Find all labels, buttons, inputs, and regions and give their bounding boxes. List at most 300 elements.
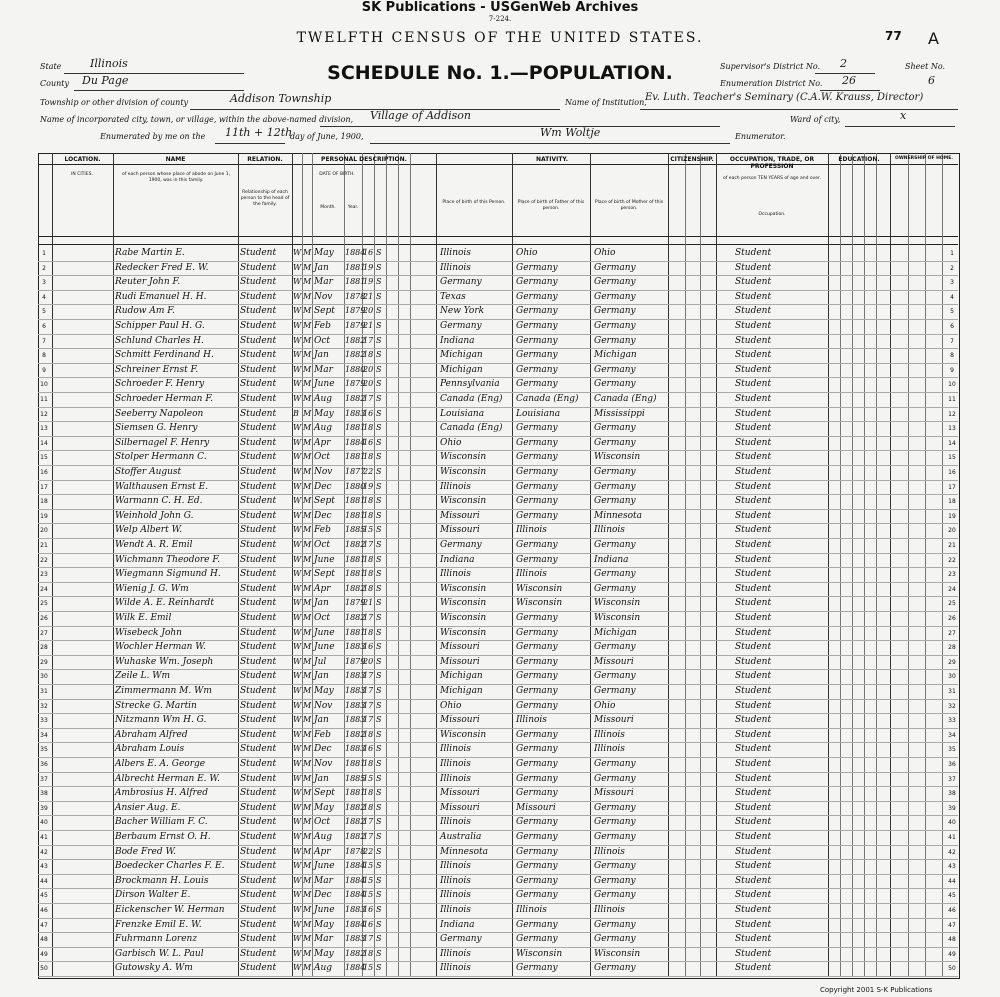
cell-occ: Student [735,934,772,945]
cell-s: M [303,744,312,754]
cell-name: Bode Fred W. [115,846,177,857]
cell-m: S [376,569,382,579]
cell-age: 17 [363,613,374,622]
cell-name: Wuhaske Wm. Joseph [115,656,214,667]
cell-name: Reuter John F. [115,277,181,288]
line-number: 1 [950,250,954,257]
cell-mb: Illinois [594,905,625,915]
institution-label: Name of Institution, [565,98,647,107]
state-label: State [40,62,62,71]
cell-c: W [293,467,302,476]
cell-rel: Student [240,817,277,828]
cell-m: S [376,350,382,360]
cell-c: W [293,613,302,622]
cell-age: 18 [363,948,374,958]
cell-occ: Student [735,671,772,682]
cell-s: M [303,613,312,622]
cell-pb: Illinois [440,569,471,580]
cell-fb: Germany [516,321,558,331]
cell-name: Gutowsky A. Wm [115,963,193,974]
cell-pb: Missouri [440,525,480,536]
cell-name: Abraham Louis [115,744,185,755]
cell-pb: Ohio [440,700,462,711]
cell-mb: Germany [594,467,636,477]
cell-m: S [376,788,382,798]
cell-name: Schmitt Ferdinand H. [115,350,214,361]
county-label: County [40,79,69,88]
cell-mb: Germany [594,277,636,288]
cell-fb: Germany [516,335,558,346]
line-number: 28 [40,644,48,652]
cell-occ: Student [735,540,772,550]
line-number: 29 [40,658,48,666]
cell-occ: Student [735,277,772,288]
cell-name: Bacher William F. C. [115,817,208,828]
cell-mb: Germany [594,861,636,872]
cell-age: 17 [363,715,374,725]
table-row [38,684,958,700]
cell-rel: Student [240,905,277,915]
line-number: 13 [948,425,956,433]
cell-pb: Ohio [440,437,462,448]
cell-age: 20 [363,656,374,666]
cell-rel: Student [240,671,277,682]
cell-pb: Canada (Eng) [440,394,503,404]
cell-occ: Student [735,423,772,434]
place-father-sub: Place of birth of Father of this person. [517,200,585,211]
cell-fb: Germany [516,467,558,477]
table-row [38,611,958,627]
cell-c: W [293,861,302,871]
cell-mo: Jan [314,773,329,784]
cell-name: Albrecht Herman E. W. [115,773,220,784]
table-row [38,275,958,291]
cell-mb: Germany [594,321,636,331]
township-value: Addison Township [230,92,332,105]
cell-s: M [303,656,312,666]
cell-age: 16 [363,905,374,914]
cell-yr: 1882 [345,948,366,958]
table-row [38,845,958,861]
cell-rel: Student [240,656,277,667]
line-number: 16 [40,469,48,476]
cell-mo: Oct [314,452,331,463]
cell-mb: Germany [594,306,636,317]
occupation-header: OCCUPATION, TRADE, OR PROFESSION [729,156,815,170]
cell-name: Rabe Martin E. [115,248,185,258]
cell-m: S [376,277,382,287]
enumerated-label: Enumerated by me on the [100,132,206,141]
cell-mb: Germany [594,890,636,901]
cell-age: 18 [363,452,374,462]
cell-s: M [303,510,312,520]
line-number: 32 [948,702,956,710]
cell-mb: Illinois [594,744,625,755]
cell-m: S [376,408,382,418]
cell-occ: Student [735,759,772,769]
table-row [38,480,958,496]
cell-occ: Student [735,467,772,477]
cell-age: 18 [363,496,374,506]
cell-occ: Student [735,569,772,580]
cell-occ: Student [735,481,772,492]
table-row [38,377,958,393]
cell-occ: Student [735,598,772,609]
cell-m: S [376,802,382,812]
cell-yr: 1882 [345,817,366,827]
cell-age: 21 [363,291,374,301]
cell-m: S [376,700,382,710]
cell-mb: Germany [594,583,636,594]
cell-fb: Germany [516,423,558,434]
cell-yr: 1883 [345,744,366,754]
cell-name: Schroeder Herman F. [115,394,214,404]
cell-c: W [293,277,302,287]
cell-age: 18 [363,627,374,637]
cell-rel: Student [240,452,277,463]
cell-rel: Student [240,467,277,477]
cell-rel: Student [240,496,277,507]
cell-yr: 1879 [345,598,366,608]
cell-name: Silbernagel F. Henry [115,437,210,448]
table-row [38,947,958,963]
table-row [38,538,958,554]
cell-rel: Student [240,963,277,974]
line-number: 33 [40,717,48,725]
cell-fb: Germany [516,773,558,784]
cell-fb: Wisconsin [516,583,563,594]
cell-fb: Germany [516,963,558,974]
cell-pb: Germany [440,540,482,550]
cell-fb: Germany [516,817,558,828]
cell-mo: Dec [314,481,332,492]
cell-rel: Student [240,686,277,696]
cell-age: 16 [363,744,374,754]
cell-age: 16 [363,248,374,257]
cell-s: M [303,496,312,506]
cell-rel: Student [240,335,277,346]
table-row [38,319,958,335]
line-number: 44 [948,877,956,885]
cell-c: W [293,583,302,593]
line-number: 34 [948,731,956,739]
cell-fb: Germany [516,729,558,740]
enumerated-day: 11th + 12th [225,126,293,139]
cell-m: S [376,510,382,520]
cell-c: W [293,379,302,389]
cell-c: W [293,817,302,827]
cell-yr: 1882 [345,802,366,812]
ward-label: Ward of city, [790,115,841,124]
line-number: 11 [948,396,956,403]
cell-yr: 1884 [345,875,366,885]
cell-rel: Student [240,861,277,872]
cell-name: Seeberry Napoleon [115,408,204,419]
watermark: SK Publications - USGenWeb Archives [361,0,639,15]
cell-yr: 1881 [345,452,366,462]
township-label: Township or other division of county [40,98,189,107]
cell-yr: 1881 [345,554,366,564]
cell-age: 18 [363,423,374,433]
cell-mb: Illinois [594,729,625,740]
cell-mb: Germany [594,963,636,974]
line-number: 46 [948,907,956,914]
cell-name: Nitzmann Wm H. G. [115,715,207,726]
cell-name: Schipper Paul H. G. [115,321,205,331]
cell-name: Dirson Walter E. [115,890,191,901]
cell-m: S [376,759,382,768]
cell-yr: 1885 [345,525,366,535]
education-header: EDUCATION. [838,156,880,163]
cell-pb: Australia [440,832,482,842]
cell-rel: Student [240,642,277,653]
cell-yr: 1882 [345,832,366,841]
cell-yr: 1882 [345,613,366,622]
cell-m: S [376,598,382,608]
cell-yr: 1881 [345,277,366,287]
cell-mb: Mississippi [594,408,645,419]
line-number: 20 [40,527,48,535]
cell-mo: Aug [314,423,333,434]
line-number: 4 [42,293,46,301]
cell-name: Siemsen G. Henry [115,423,198,434]
cell-s: M [303,335,312,345]
table-row [38,961,958,977]
cell-s: M [303,919,312,929]
cell-name: Wochler Herman W. [115,642,206,653]
enumerator-label: Enumerator. [735,132,786,141]
cell-occ: Student [735,846,772,857]
cell-name: Zeile L. Wm [115,671,171,682]
cell-rel: Student [240,394,277,404]
line-number: 32 [40,702,48,710]
cell-yr: 1882 [345,540,366,549]
relation-header: RELATION. [247,156,283,163]
cell-mo: Dec [314,744,332,755]
table-row [38,450,958,466]
table-row [38,261,958,277]
cell-pb: Indiana [440,335,475,346]
line-number: 40 [948,819,956,827]
cell-fb: Germany [516,890,558,901]
cell-pb: Wisconsin [440,496,487,507]
line-number: 8 [42,352,46,360]
cell-fb: Missouri [516,802,556,813]
month-sub: Month. [320,205,336,210]
cell-age: 18 [363,759,374,768]
cell-m: S [376,423,382,433]
cell-pb: Missouri [440,510,480,521]
cell-age: 19 [363,277,374,287]
cell-c: W [293,934,302,944]
line-number: 39 [40,804,48,812]
cell-fb: Germany [516,481,558,492]
cell-age: 18 [363,583,374,593]
cell-age: 15 [363,773,374,783]
line-number: 37 [40,775,48,783]
cell-yr: 1884 [345,919,366,929]
table-row [38,903,958,919]
cell-mo: Jan [314,350,329,361]
cell-c: W [293,394,302,403]
table-row [38,567,958,583]
cell-mo: Mar [314,277,333,288]
table-row [38,888,958,904]
line-number: 12 [948,410,956,418]
cell-rel: Student [240,554,277,565]
cell-pb: Illinois [440,759,471,769]
cell-c: W [293,846,302,856]
cell-mo: Mar [314,934,333,945]
cell-mo: Nov [314,700,333,711]
cell-s: M [303,832,312,841]
cell-mo: Apr [314,846,331,857]
line-number: 14 [40,439,48,447]
line-number: 1 [42,250,46,257]
incorporated-value: Village of Addison [370,109,471,122]
cell-mo: Dec [314,890,332,901]
cell-m: S [376,554,382,564]
cell-pb: Illinois [440,861,471,872]
cell-m: S [376,525,382,535]
cell-yr: 1882 [345,583,366,593]
line-number: 29 [948,658,956,666]
cell-mo: June [314,627,335,638]
cell-yr: 1882 [345,335,366,345]
cell-pb: Wisconsin [440,613,487,623]
cell-fb: Germany [516,875,558,886]
cell-fb: Germany [516,832,558,842]
cell-rel: Student [240,627,277,638]
place-person-sub: Place of birth of this Person. [442,200,506,205]
cell-name: Ambrosius H. Alfred [115,788,208,799]
place-mother-sub: Place of birth of Mother of this person. [594,200,664,211]
cell-name: Eickenscher W. Herman [115,905,225,915]
line-number: 39 [948,804,956,812]
cell-fb: Illinois [516,525,547,536]
cell-s: M [303,788,312,798]
table-row [38,742,958,758]
nativity-header: NATIVITY. [535,156,569,163]
cell-m: S [376,861,382,871]
cell-rel: Student [240,364,277,375]
cell-c: W [293,510,302,520]
day-of-label: day of June, 1900, [290,132,364,141]
cell-age: 16 [363,642,374,652]
cell-yr: 1883 [345,700,366,710]
cell-fb: Germany [516,759,558,769]
line-number: 38 [948,790,956,798]
cell-m: S [376,948,382,958]
cell-mb: Germany [594,291,636,302]
county-value: Du Page [82,74,129,87]
cell-yr: 1882 [345,350,366,360]
in-cities-sub: IN CITIES. [71,172,93,177]
cell-pb: Canada (Eng) [440,423,503,434]
cell-yr: 1884 [345,963,366,973]
cell-fb: Germany [516,613,558,623]
cell-s: M [303,364,312,374]
cell-rel: Student [240,802,277,813]
table-row [38,304,958,320]
cell-mo: May [314,686,334,696]
cell-mo: June [314,554,335,565]
cell-m: S [376,905,382,914]
cell-fb: Wisconsin [516,598,563,609]
line-number: 10 [948,381,956,389]
cell-occ: Student [735,890,772,901]
cell-m: S [376,291,382,301]
cell-occ: Student [735,744,772,755]
cell-yr: 1884 [345,248,366,257]
cell-c: W [293,788,302,798]
cell-mb: Germany [594,773,636,784]
cell-fb: Illinois [516,905,547,915]
cell-c: W [293,919,302,929]
cell-rel: Student [240,540,277,550]
cell-pb: Germany [440,321,482,331]
line-number: 40 [40,819,48,827]
sheet-value: 6 [928,74,935,87]
cell-mb: Michigan [594,350,637,361]
cell-occ: Student [735,452,772,463]
cell-mo: Aug [314,832,333,842]
table-row [38,494,958,510]
line-number: 41 [40,834,48,841]
cell-mb: Germany [594,262,636,273]
cell-mo: Sept [314,788,335,799]
cell-name: Brockmann H. Louis [115,875,209,886]
line-number: 17 [40,483,48,491]
cell-name: Stoffer August [115,467,182,477]
cell-yr: 1879 [345,656,366,666]
cell-occ: Student [735,364,772,375]
cell-fb: Germany [516,861,558,872]
cell-mo: Oct [314,335,331,346]
line-number: 49 [40,950,48,958]
cell-fb: Germany [516,379,558,390]
cell-age: 15 [363,890,374,900]
cell-m: S [376,642,382,652]
cell-m: S [376,627,382,637]
cell-mb: Germany [594,423,636,434]
cell-c: W [293,496,302,506]
cell-m: S [376,467,382,476]
table-row [38,596,958,612]
cell-fb: Germany [516,510,558,521]
cell-m: S [376,613,382,622]
cell-yr: 1878 [345,291,366,301]
cell-rel: Student [240,729,277,740]
cell-s: M [303,379,312,389]
supervisor-label: Supervisor's District No. [720,62,821,71]
cell-pb: Wisconsin [440,583,487,594]
cell-age: 15 [363,875,374,885]
cell-name: Wilk E. Emil [115,613,172,623]
cell-fb: Germany [516,364,558,375]
page-letter: A [928,29,939,48]
cell-fb: Germany [516,540,558,550]
cell-c: W [293,832,302,841]
cell-c: W [293,321,302,330]
cell-s: M [303,306,312,316]
cell-mo: Oct [314,817,331,828]
cell-c: W [293,948,302,958]
cell-age: 17 [363,671,374,681]
line-number: 15 [948,454,956,462]
enumerator-value: Wm Woltje [540,126,601,139]
cell-mo: Mar [314,875,333,886]
